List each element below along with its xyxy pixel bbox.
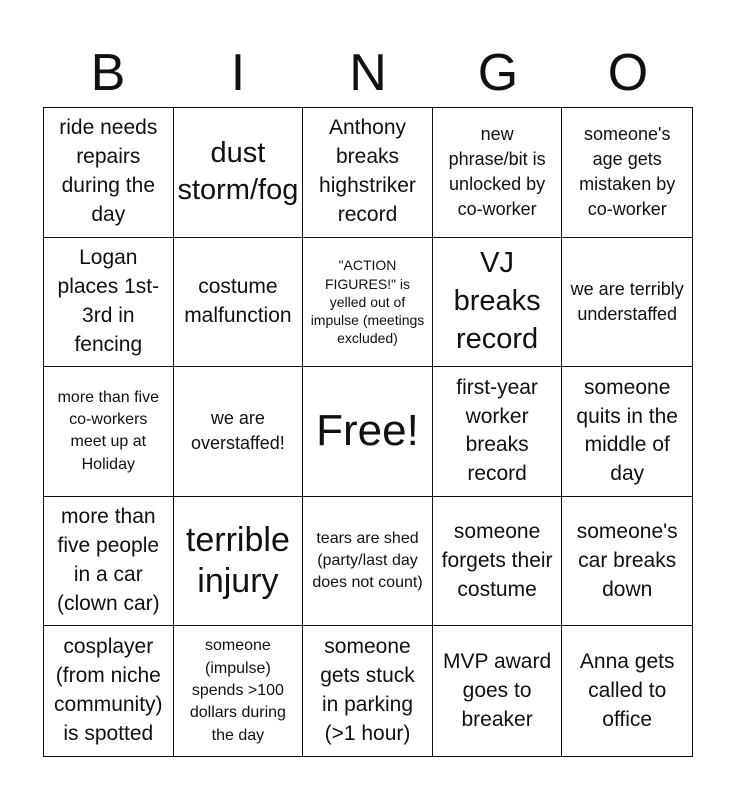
bingo-board (43, 107, 693, 757)
cell-text: we are overstaffed! (191, 408, 285, 454)
bingo-cell-r5c1[interactable] (44, 626, 174, 756)
bingo-cell-r3c5[interactable] (562, 367, 692, 497)
free-space-text: Free! (316, 406, 419, 456)
cell-text: Anna gets called to office (579, 649, 675, 731)
cell-text: terrible injury (185, 521, 290, 601)
bingo-cell-r5c5[interactable] (562, 626, 692, 756)
cell-text: more than five people in a car (clown car) (56, 505, 160, 616)
cell-text: VJ breaks record (453, 247, 541, 355)
bingo-cell-r5c3[interactable] (303, 626, 433, 756)
header-letter-o: O (607, 44, 649, 102)
cell-text: ride needs repairs during the day (59, 116, 158, 227)
bingo-cell-r2c5[interactable] (562, 238, 692, 368)
header-letter-i: I (230, 44, 246, 102)
cell-text: tears are shed (party/last day does not count) (312, 529, 423, 592)
cell-text: we are terribly understaffed (570, 278, 684, 324)
bingo-cell-r4c3[interactable] (303, 497, 433, 627)
bingo-cell-r3c2[interactable] (174, 367, 304, 497)
bingo-cell-r1c4[interactable] (433, 108, 563, 238)
header-letter-b: B (90, 44, 126, 102)
bingo-cell-r2c4[interactable] (433, 238, 563, 368)
bingo-cell-r2c2[interactable] (174, 238, 304, 368)
cell-text: cosplayer (from niche community) is spotted (54, 635, 163, 746)
header-letter-g: G (477, 44, 519, 102)
cell-text: more than five co-workers meet up at Holiday (57, 388, 159, 473)
cell-text: Logan places 1st-3rd in fencing (57, 245, 160, 356)
bingo-cell-r1c2[interactable] (174, 108, 304, 238)
cell-text: someone forgets their costume (441, 519, 553, 601)
bingo-cell-r5c4[interactable] (433, 626, 563, 756)
bingo-cell-r1c3[interactable] (303, 108, 433, 238)
bingo-cell-r1c5[interactable] (562, 108, 692, 238)
cell-text: first-year worker breaks record (456, 375, 538, 486)
bingo-cell-r3c4[interactable] (433, 367, 563, 497)
bingo-cell-r4c2[interactable] (174, 497, 304, 627)
bingo-cell-free[interactable] (303, 367, 433, 497)
bingo-cell-r4c4[interactable] (433, 497, 563, 627)
bingo-cell-r2c3[interactable] (303, 238, 433, 368)
cell-text: someone gets stuck in parking (>1 hour) (320, 635, 415, 746)
cell-text: Anthony breaks highstriker record (319, 116, 416, 227)
bingo-cell-r4c1[interactable] (44, 497, 174, 627)
bingo-header (43, 38, 693, 108)
cell-text: someone (impulse) spends >100 dollars during the day (189, 637, 286, 744)
header-letter-n: N (349, 44, 387, 102)
cell-text: "ACTION FIGURES!" is yelled out of impulse (meetings excluded) (310, 257, 425, 347)
bingo-cell-r3c1[interactable] (44, 367, 174, 497)
bingo-cell-r1c1[interactable] (44, 108, 174, 238)
cell-text: someone quits in the middle of day (576, 375, 678, 486)
bingo-cell-r5c2[interactable] (174, 626, 304, 756)
bingo-cell-r4c5[interactable] (562, 497, 692, 627)
cell-text: MVP award goes to breaker (443, 649, 552, 731)
cell-text: costume malfunction (184, 274, 292, 327)
cell-text: someone's age gets mistaken by co-worker (579, 123, 676, 220)
cell-text: new phrase/bit is unlocked by co-worker (448, 123, 546, 220)
bingo-cell-r2c1[interactable] (44, 238, 174, 368)
cell-text: dust storm/fog (177, 136, 299, 207)
cell-text: someone's car breaks down (576, 519, 678, 601)
